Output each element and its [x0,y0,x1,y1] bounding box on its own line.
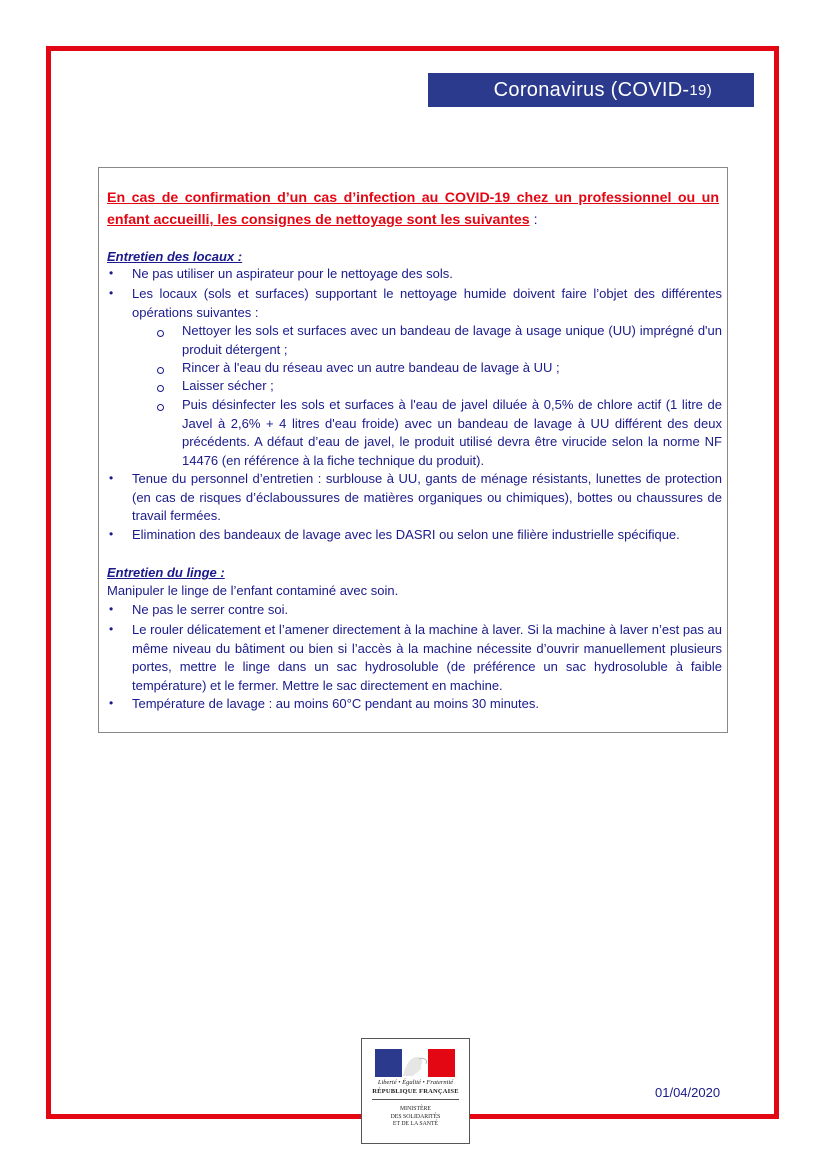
circle-bullet-icon [157,385,164,392]
header-title-suffix: 19) [689,81,712,99]
linge-item-3: Température de lavage : au moins 60°C pendant au moins 30 minutes. [132,696,539,711]
locaux-item-2: Les locaux (sols et surfaces) supportant le nettoyage humide doivent faire l’objet des différentes opérations suivantes : [132,286,722,320]
intro-red-text: En cas de confirmation d’un cas d’infection au COVID-19 chez un professionnel ou un enfant accueilli, les consignes de nettoyage sont les suivantes [107,190,719,228]
circle-bullet-icon [157,367,164,374]
ministry-line-3: ET DE LA SANTÉ [392,1121,439,1127]
locaux-item-4: Elimination des bandeaux de lavage avec les DASRI ou selon une filière industrielle spécifique. [132,527,680,542]
ministry-line-1: MINISTÈRE [400,1106,431,1112]
heading-locaux: Entretien des locaux : [107,249,243,264]
intro-tail: : [529,212,538,228]
logo-republic: RÉPUBLIQUE FRANÇAISE [372,1088,459,1095]
locaux-subitem-4: Puis désinfecter les sols et surfaces à l'eau de javel diluée à 0,5% de chlore actif (1 litre de Javel à 2,6% + 4 litres d'eau froide) avec un bandeau de lavage à UU différent des deux précédents. A défaut d’eau de javel, le produit utilisé devra être virucide selon la norme NF 14476 (en référence à la fiche technique du produit). [182,397,722,468]
locaux-subitem-3: Laisser sécher ; [182,378,274,393]
linge-item-1: Ne pas le serrer contre soi. [132,602,289,617]
header-banner [428,73,754,107]
document-date: 01/04/2020 [655,1085,721,1100]
circle-bullet-icon [157,330,164,337]
ministry-line-2: DES SOLIDARITÉS [390,1113,441,1120]
locaux-item-3: Tenue du personnel d’entretien : surblouse à UU, gants de ménage résistants, lunettes de protection (en cas de risques d’éclaboussures de matières organiques ou chimiques), bottes ou chaussures de travail fermées. [132,471,722,523]
instructions-box [98,167,728,733]
header-title: Coronavirus (COVID- [493,78,690,101]
heading-linge: Entretien du linge : [107,565,225,580]
intro-paragraph [107,187,719,231]
circle-bullet-icon [157,404,164,411]
ministry-logo [361,1038,470,1144]
bullet-icon: • [109,266,114,280]
bullet-icon: • [109,696,114,710]
bullet-icon: • [109,622,114,636]
linge-intro: Manipuler le linge de l’enfant contaminé avec soin. [107,583,399,598]
bullet-icon: • [109,471,114,485]
logo-ministry [362,1106,469,1129]
linge-item-2: Le rouler délicatement et l’amener directement à la machine à laver. Si la machine à laver n’est pas au même niveau du bâtiment ou bien si l’accès à la machine nécessite d’ouvrir manuellement plusieurs portes, mettre le linge dans un sac hydrosoluble (de préférence un sac hydrosoluble à faible température) et le fermer. Mettre le sac directement en machine. [132,622,722,693]
bullet-icon: • [109,602,114,616]
bullet-icon: • [109,527,114,541]
logo-divider [372,1099,459,1100]
marianne-flag-icon [375,1049,455,1077]
locaux-subitem-2: Rincer à l'eau du réseau avec un autre bandeau de lavage à UU ; [182,360,560,375]
locaux-item-1: Ne pas utiliser un aspirateur pour le nettoyage des sols. [132,266,453,281]
logo-motto: Liberté • Égalité • Fraternité [377,1079,454,1086]
locaux-subitem-1: Nettoyer les sols et surfaces avec un bandeau de lavage à usage unique (UU) imprégné d'un produit détergent ; [182,323,722,357]
bullet-icon: • [109,286,114,300]
